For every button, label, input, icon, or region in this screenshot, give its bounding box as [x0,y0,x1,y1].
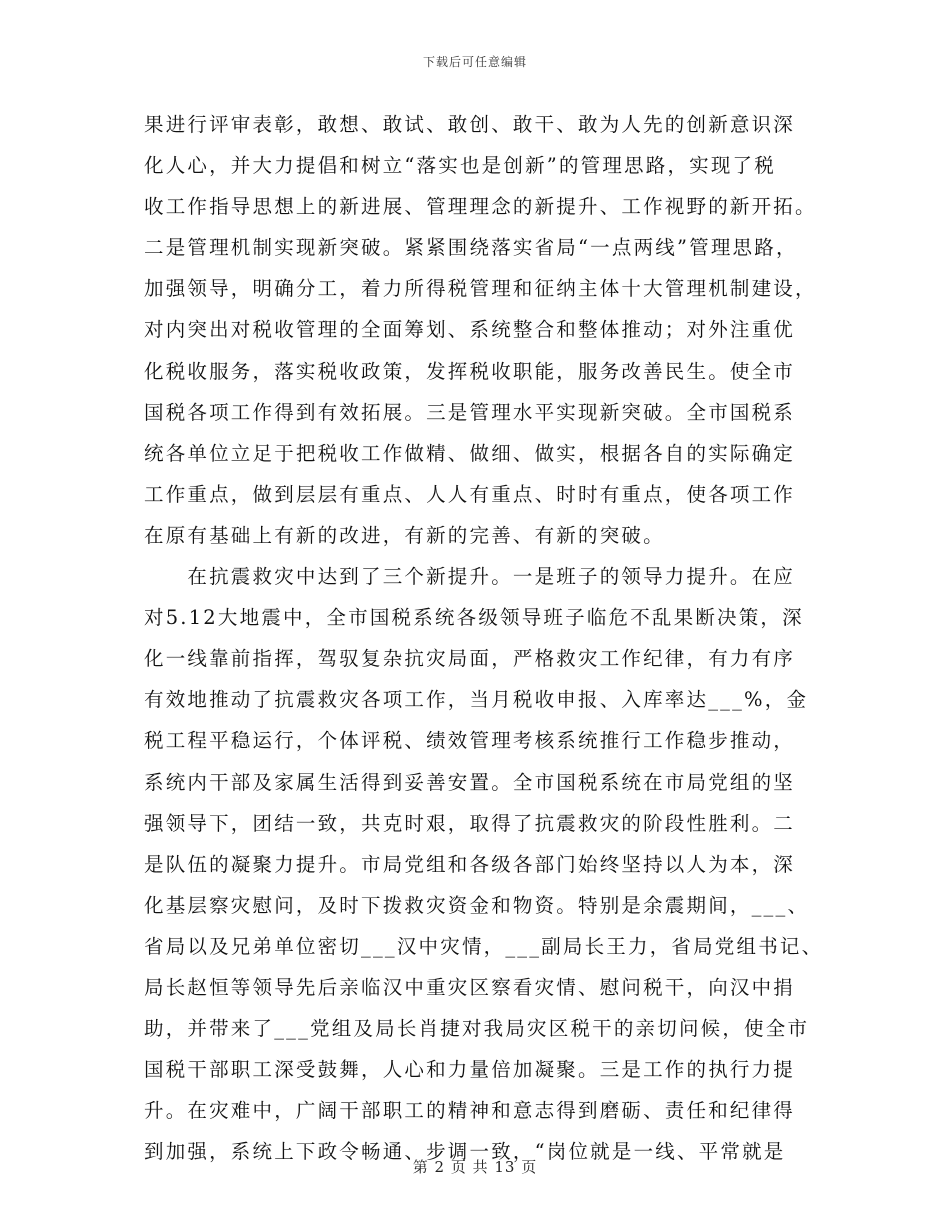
text-line: 在原有基础上有新的改进，有新的完善、有新的突破。 [144,523,665,547]
text-line: 工作重点，做到层层有重点、人人有重点、时时有重点，使各项工作 [144,482,796,506]
text-line: 强领导下，团结一致，共克时艰，取得了抗震救灾的阶段性胜利。二 [144,811,796,835]
text-line: 化税收服务，落实税收政策，发挥税收职能，服务改善民生。使全市 [144,359,796,383]
text-line: 助，并带来了___党组及局长肖捷对我局灾区税干的亲切问候，使全市 [144,1017,810,1041]
text-line: 局长赵恒等领导先后亲临汉中重灾区察看灾情、慰问税干，向汉中捐 [144,975,796,999]
document-body [144,104,824,1172]
text-line: 化人心，并大力提倡和树立“落实也是创新”的管理思路，实现了税 [144,154,776,178]
text-line: 国税干部职工深受鼓舞，人心和力量倍加凝聚。三是工作的执行力提 [144,1058,796,1082]
text-line: 到加强，系统上下政令畅通、步调一致，“岗位就是一线、平常就是 [144,1140,786,1164]
text-line: 收工作指导思想上的新进展、管理理念的新提升、工作视野的新开拓。 [144,195,817,219]
text-line: 化基层察灾慰问，及时下拨救灾资金和物资。特别是余震期间，___、 [144,893,810,917]
text-line: 化一线靠前指挥，驾驭复杂抗灾局面，严格救灾工作纪律，有力有序 [144,647,796,671]
text-line: 有效地推动了抗震救灾各项工作，当月税收申报、入库率达___%，金 [144,688,809,712]
text-line: 对5.12大地震中，全市国税系统各级领导班子临危不乱果断决策，深 [144,606,804,630]
text-line: 统各单位立足于把税收工作做精、做细、做实，根据各自的实际确定 [144,441,796,465]
page-header: 下载后可任意编辑 [422,55,527,69]
page-number: 第 2 页 共 13 页 [412,1158,538,1176]
text-line: 是队伍的凝聚力提升。市局党组和各级各部门始终坚持以人为本，深 [144,852,796,876]
text-line: 在抗震救灾中达到了三个新提升。一是班子的领导力提升。在应 [144,565,796,589]
text-line: 加强领导，明确分工，着力所得税管理和征纳主体十大管理机制建设， [144,277,817,301]
text-line: 二是管理机制实现新突破。紧紧围绕落实省局“一点两线”管理思路， [144,236,798,260]
text-line: 税工程平稳运行，个体评税、绩效管理考核系统推行工作稳步推动， [144,729,796,753]
text-line: 省局以及兄弟单位密切___汉中灾情，___副局长王力，省局党组书记、 [144,934,824,958]
text-line: 果进行评审表彰，敢想、敢试、敢创、敢干、敢为人先的创新意识深 [144,113,796,136]
text-line: 国税各项工作得到有效拓展。三是管理水平实现新突破。全市国税系 [144,400,796,424]
text-line: 对内突出对税收管理的全面筹划、系统整合和整体推动；对外注重优 [144,318,796,342]
text-line: 升。在灾难中，广阔干部职工的精神和意志得到磨砺、责任和纪律得 [144,1099,796,1123]
text-line: 系统内干部及家属生活得到妥善安置。全市国税系统在市局党组的坚 [144,770,796,794]
